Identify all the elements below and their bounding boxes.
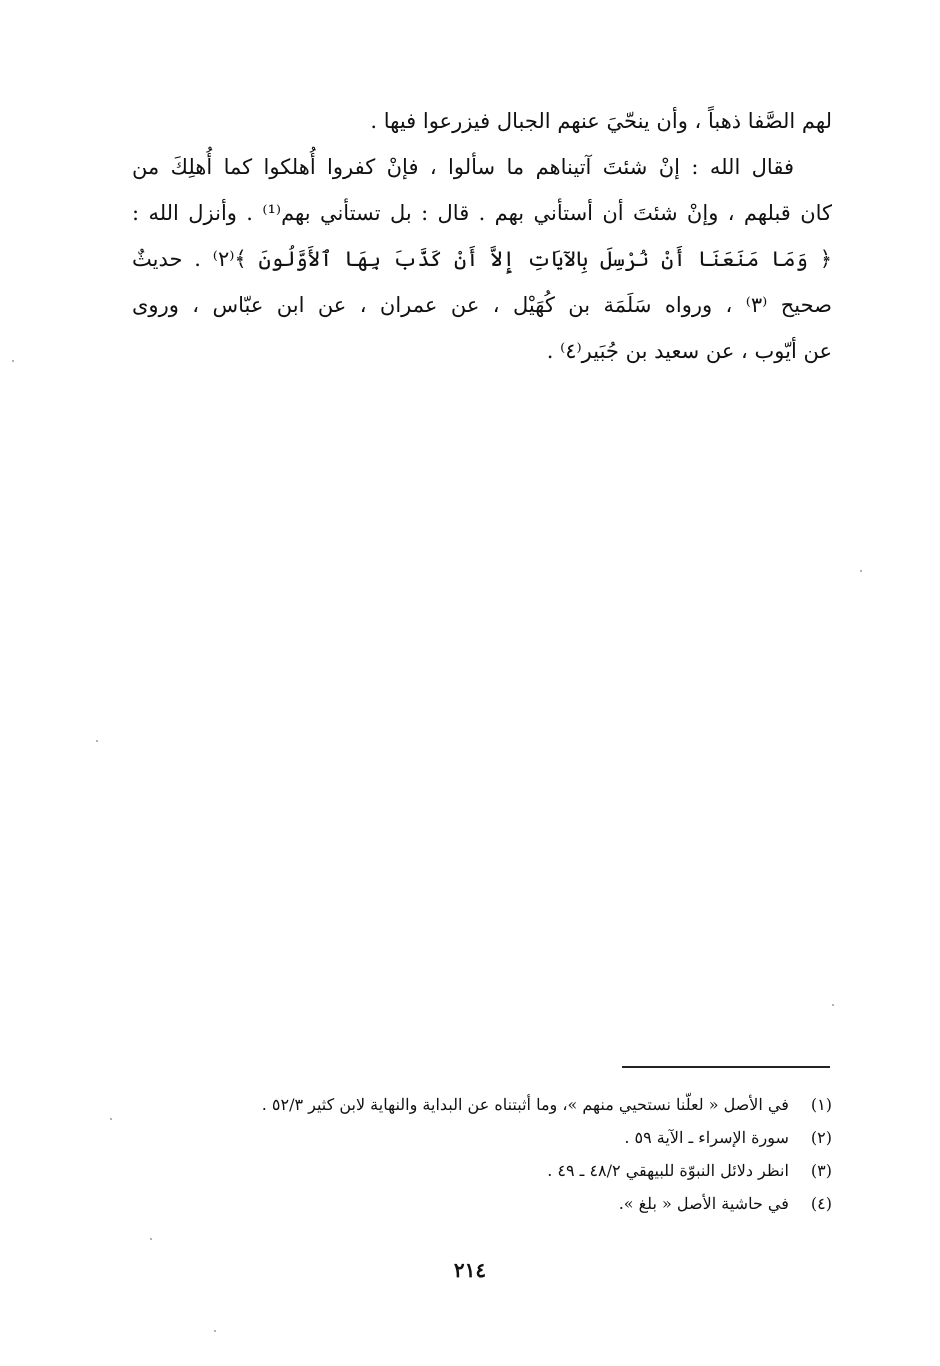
footnotes-block [132,1088,832,1220]
text-line-3: كان قبلهم ، وإنْ شئتَ أن أستأني بهم . قال : بل تستأني بهم⁽¹⁾ . وأنزل الله : [132,201,833,225]
text-line-5: صحيح ⁽٣⁾ ، ورواه سَلَمَة بن كُهَيْل ، عن عمران ، عن ابن عبّاس ، وروى [132,293,832,317]
footnote-1 [132,1088,832,1121]
footnote-number: (٢) [810,1128,832,1147]
quran-verse-line: ﴿ وَمَا مَنَعَنَا أَنْ نُرْسِلَ بِالآيَاتِ إِلاَّ أَنْ كَذَّبَ بِهَا ٱلأَوَّلُونَ ﴾⁽٢⁾ . حديثٌ [132,247,832,271]
scan-speck [860,570,862,572]
footnote-text: سورة الإسراء ـ الآية ٥٩ . [624,1128,789,1147]
footnote-text: في الأصل « لعلّنا نستحيي منهم »، وما أثبتناه عن البداية والنهاية لابن كثير ٥٢/٣ . [261,1095,789,1114]
scan-speck [110,1118,112,1120]
scan-speck [832,1004,834,1006]
footnote-4 [132,1187,832,1220]
footnote-2 [132,1121,832,1154]
scan-speck [214,1330,216,1332]
scan-speck [96,740,98,742]
footnote-text: في حاشية الأصل « بلغ ». [618,1194,789,1213]
scan-speck [12,360,14,362]
page-number: ٢١٤ [453,1258,487,1282]
footnote-separator [622,1066,830,1068]
footnote-text: انظر دلائل النبوّة للبيهقي ٤٨/٢ ـ ٤٩ . [547,1161,789,1180]
footnote-number: (١) [810,1095,832,1114]
scan-speck [150,1238,152,1240]
text-line-1: لهم الصَّفا ذهباً ، وأن ينحّيَ عنهم الجبال فيزرعوا فيها . [370,109,832,133]
footnote-number: (٤) [810,1194,832,1213]
text-line-2: فقال الله : إنْ شئتَ آتيناهم ما سألوا ، فإنْ كفروا أُهلكوا كما أُهلِكَ من [132,155,794,179]
footnote-number: (٣) [810,1161,832,1180]
footnote-3 [132,1154,832,1187]
text-line-6: عن أيّوب ، عن سعيد بن جُبَير⁽٤⁾ . [546,339,832,363]
main-text-block [132,98,832,374]
